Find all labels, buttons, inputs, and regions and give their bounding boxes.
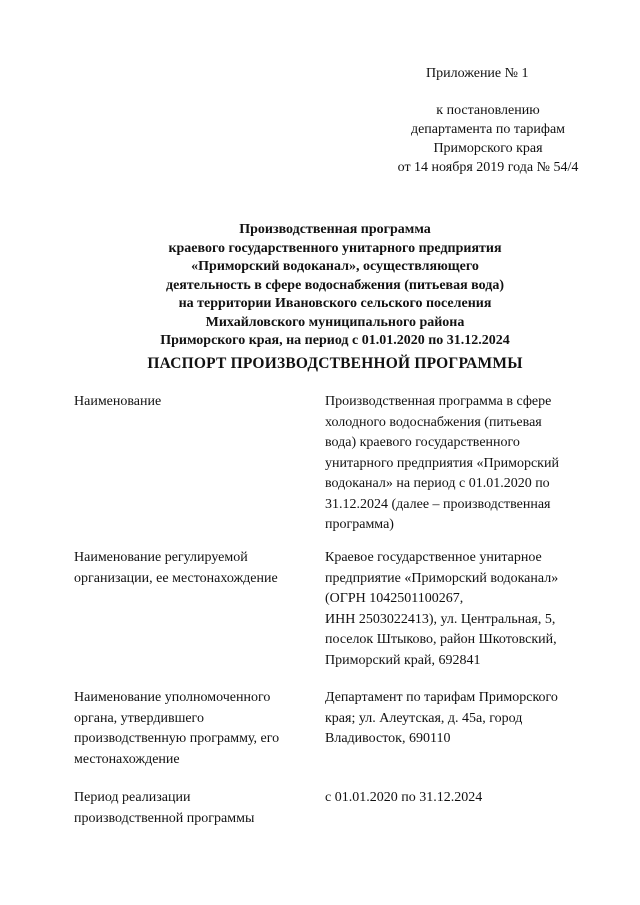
value-line: предприятие «Приморский водоканал» <box>325 570 559 586</box>
value-line: водоканал» на период с 01.01.2020 по <box>325 476 550 491</box>
passport-row-value <box>325 548 595 671</box>
label-line: органа, утвердившего <box>74 710 204 726</box>
value-line: 31.12.2024 (далее – производственная <box>325 496 551 512</box>
passport-heading: ПАСПОРТ ПРОИЗВОДСТВЕННОЙ ПРОГРАММЫ <box>147 355 523 372</box>
program-title <box>60 221 610 351</box>
program-title-line: краевого государственного унитарного предприятия <box>168 240 502 256</box>
passport-row-label <box>74 788 314 829</box>
label-line: организации, ее местонахождение <box>74 570 278 586</box>
passport-row-label <box>74 548 314 589</box>
program-title-line: Михайловского муниципального района <box>205 314 465 330</box>
value-line: вода) краевого государственного <box>325 435 520 450</box>
appendix-line: Приморского края <box>433 141 543 156</box>
passport-row-label <box>74 392 314 413</box>
value-line: (ОГРН 1042501100267, <box>325 591 464 606</box>
value-line: Приморский край, 692841 <box>325 652 481 668</box>
label-line: Наименование регулируемой <box>74 550 248 565</box>
program-title-line: Производственная программа <box>239 222 431 237</box>
appendix-title: Приложение № 1 <box>426 66 529 81</box>
appendix-line: департамента по тарифам <box>410 122 566 137</box>
program-title-line: деятельность в сфере водоснабжения (питьевая вода) <box>166 277 504 293</box>
appendix-reference <box>378 101 598 177</box>
passport-row-label <box>74 688 314 770</box>
label-line: производственной программы <box>74 810 255 826</box>
appendix-line: от 14 ноября 2019 года № 54/4 <box>397 160 579 175</box>
program-title-line: на территории Ивановского сельского поселения <box>178 296 492 311</box>
label-line: производственную программу, его <box>74 731 280 746</box>
program-title-line: Приморского края, на период с 01.01.2020 по 31.12.2024 <box>160 333 510 348</box>
value-line: Краевое государственное унитарное <box>325 550 542 565</box>
value-line: холодного водоснабжения (питьевая <box>325 414 542 430</box>
value-line: программа) <box>325 517 394 532</box>
value-line: Владивосток, 690110 <box>325 731 451 746</box>
label-line: Период реализации <box>74 790 191 805</box>
label-line: местонахождение <box>74 751 180 767</box>
label-line: Наименование уполномоченного <box>74 690 271 705</box>
value-line: ИНН 2503022413), ул. Центральная, 5, <box>325 611 556 627</box>
program-title-line: «Приморский водоканал», осуществляющего <box>191 259 479 274</box>
passport-row-value <box>325 788 595 809</box>
passport-row-value <box>325 688 595 750</box>
label-line: Наименование <box>74 394 162 409</box>
value-line: Департамент по тарифам Приморского <box>325 690 558 705</box>
appendix-line: к постановлению <box>436 103 540 118</box>
value-line: края; ул. Алеутская, д. 45а, город <box>325 710 523 726</box>
value-line: унитарного предприятия «Приморский <box>325 455 559 471</box>
value-line: Производственная программа в сфере <box>325 394 552 409</box>
value-line: с 01.01.2020 по 31.12.2024 <box>325 790 483 805</box>
value-line: поселок Штыково, район Шкотовский, <box>325 632 557 647</box>
passport-row-value <box>325 392 595 536</box>
